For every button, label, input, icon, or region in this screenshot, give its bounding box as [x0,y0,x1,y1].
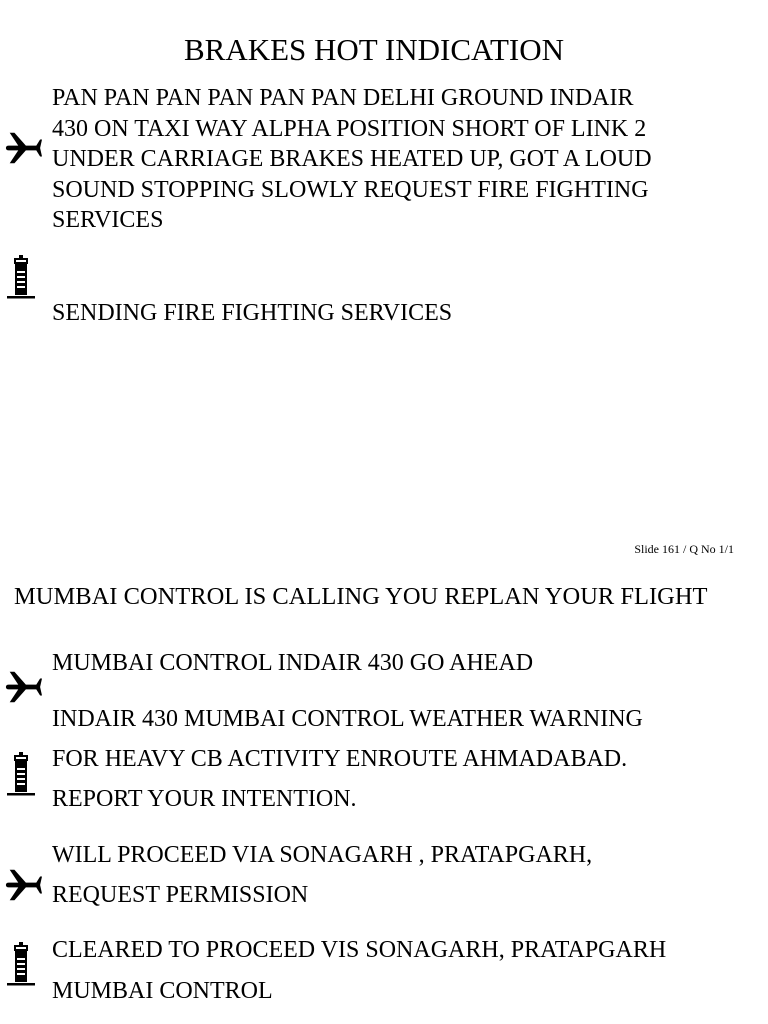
exchange-4-line-1: CLEARED TO PROCEED VIS SONAGARH, PRATAPGARH [52,937,667,963]
pilot-message-line-4: SOUND STOPPING SLOWLY REQUEST FIRE FIGHTING [52,176,649,203]
scenario-header: MUMBAI CONTROL IS CALLING YOU REPLAN YOUR FLIGHT [14,583,708,610]
airplane-icon [4,129,42,167]
airplane-icon [4,866,42,904]
exchange-3-line-1: WILL PROCEED VIA SONAGARH , PRATAPGARH, [52,842,593,868]
exchange-1-line-1: MUMBAI CONTROL INDAIR 430 GO AHEAD [52,650,534,676]
control-tower-icon [6,255,36,301]
exchange-2-line-2: FOR HEAVY CB ACTIVITY ENROUTE AHMADABAD. [52,746,628,772]
pilot-message-line-1: PAN PAN PAN PAN PAN PAN DELHI GROUND INDAIR [52,85,634,111]
pilot-message-line-3: UNDER CARRIAGE BRAKES HEATED UP, GOT A LOUD [52,146,652,172]
airplane-icon [4,668,42,706]
exchange-4-line-2: MUMBAI CONTROL [52,978,273,1004]
atc-message-line-1: SENDING FIRE FIGHTING SERVICES [52,300,453,326]
pilot-message-line-2: 430 ON TAXI WAY ALPHA POSITION SHORT OF LINK 2 [52,115,647,142]
exchange-2-line-3: REPORT YOUR INTENTION. [52,786,357,812]
slide-number: Slide 161 / Q No 1/1 [634,542,734,556]
control-tower-icon [6,752,36,798]
exchange-2-line-1: INDAIR 430 MUMBAI CONTROL WEATHER WARNING [52,706,643,732]
pilot-message-line-5: SERVICES [52,207,164,233]
exchange-3-line-2: REQUEST PERMISSION [52,882,309,908]
slide-title: BRAKES HOT INDICATION [183,32,565,67]
control-tower-icon [6,942,36,988]
